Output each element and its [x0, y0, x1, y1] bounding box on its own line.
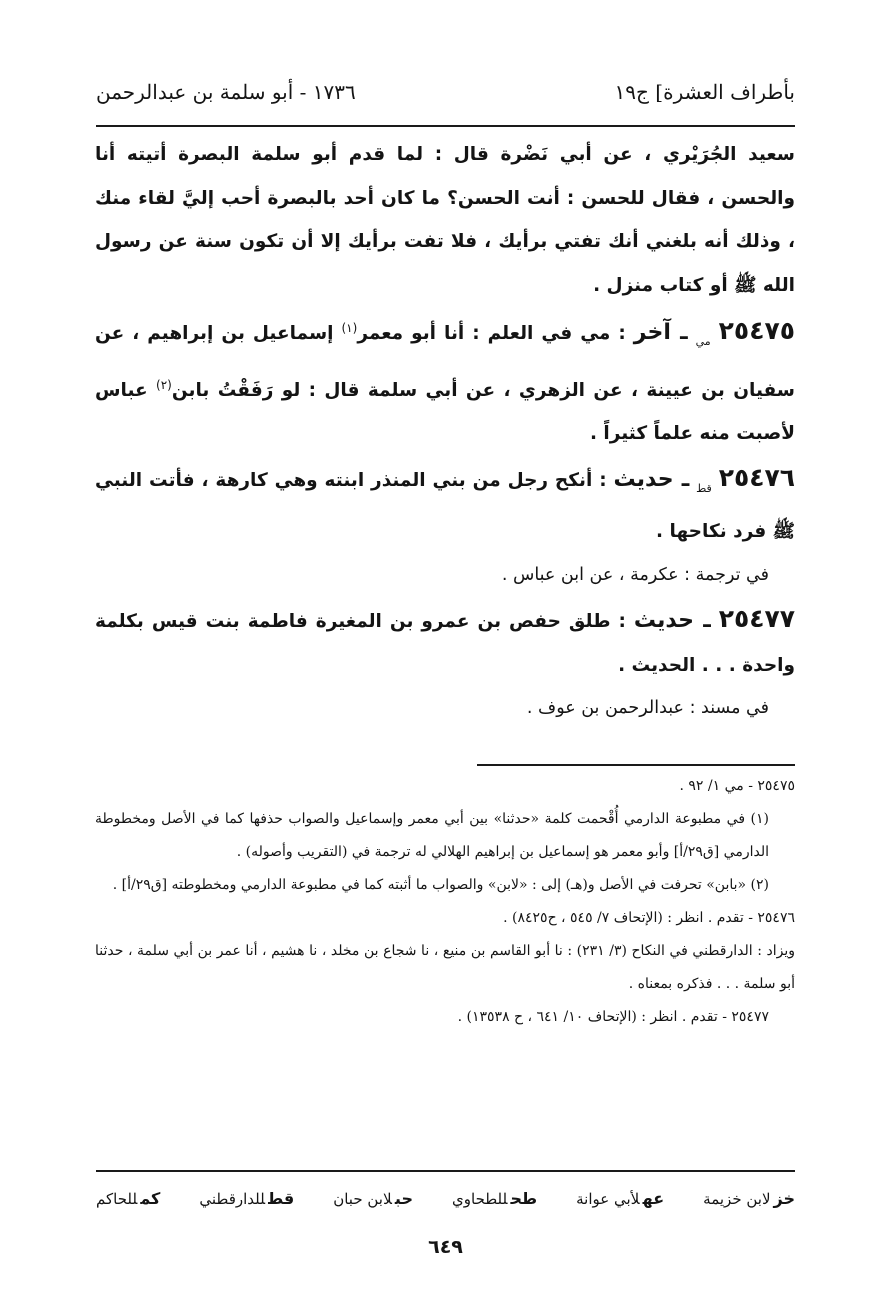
footnote: (١) في مطبوعة الدارمي أُقْحمت كلمة «حدثنا» بين أبي معمر وإسماعيل والصواب حذفها كما في الأصل ومخطوطة الدارمي [ق٢٩/أ] وأبو معمر هو إسماعيل بن إبراهيم الهلالي له ترجمة في (التقريب وأصوله) .: [95, 811, 769, 860]
main-text: [95, 133, 795, 731]
footnote-ref-1: (١): [341, 321, 358, 335]
entry-reference: في مسند : عبدالرحمن بن عوف .: [526, 698, 769, 719]
entry-25477: [95, 597, 795, 687]
header-chapter-title: ١٧٣٦ - أبو سلمة بن عبدالرحمن: [96, 80, 356, 104]
footnote: ويزاد : الدارقطني في النكاح (٣/ ٢٣١) : نا أبو القاسم بن منيع ، نا شجاع بن مخلد ، نا هشيم ، أنا عمر بن أبي سلمة ، حدثنا أبو سلمة . . . فذكره بمعناه .: [95, 943, 795, 992]
continuation-paragraph: سعيد الجُرَيْري ، عن أبي نَضْرة قال : لما قدم أبو سلمة البصرة أتيته أنا والحسن ، فقال للحسن : أنت الحسن؟ ما كان أحد بالبصرة أحب إليَّ لقاء منك ، وذلك أنه بلغني أنك تفتي برأيك ، فلا تفت برأيك إلا أن تكون سنة عن رسول الله ﷺ أو كتاب منزل .: [95, 144, 795, 296]
legend-rule: [96, 1170, 795, 1172]
header-book-title: بأطراف العشرة] ج١٩: [614, 80, 795, 104]
footnote-ref-2: (٢): [156, 377, 172, 392]
entry-text: عباس لأصبت منه علماً كثيراً .: [95, 379, 795, 445]
entry-number: ٢٥٤٧٦: [718, 462, 795, 492]
entry-25476: [95, 456, 795, 554]
abbreviation-item: قطللدارقطني: [199, 1189, 295, 1208]
footnote: ٢٥٤٧٦ - تقدم . انظر : (الإتحاف ٧/ ٥٤٥ ، ح٨٤٢٥) .: [503, 910, 795, 926]
entry-text: : طلق حفص بن عمرو بن المغيرة فاطمة بنت قيس بكلمة واحدة . . . الحديث .: [95, 611, 795, 676]
entry-text: إسماعيل بن إبراهيم ، عن سفيان بن عيينة ، عن الزهري ، عن أبي سلمة قال : لو رَفَقْتُ بابن: [95, 323, 795, 401]
source-mark: مي: [695, 335, 711, 349]
abbreviation-item: حبلابن حبان: [333, 1189, 413, 1208]
abbreviation-legend: [96, 1184, 795, 1214]
footnote: (٢) «بابن» تحرفت في الأصل و(هـ) إلى : «لابن» والصواب ما أثبته كما في مطبوعة الدارمي ومخطوطته [ق٢٩/أ] .: [112, 877, 769, 893]
entry-heading: ـ حديث: [613, 466, 690, 492]
abbreviation-item: كمللحاكم: [96, 1189, 161, 1208]
abbreviation-item: خزلابن خزيمة: [703, 1189, 795, 1208]
entry-number: ٢٥٤٧٧: [718, 604, 795, 634]
running-header: [96, 74, 795, 110]
page-number: ٦٤٩: [428, 1236, 463, 1258]
source-mark: قط: [696, 481, 712, 495]
footnote-separator: [477, 764, 795, 766]
entry-text: : أنكح رجل من بني المنذر ابنته وهي كارهة ، فأتت النبي ﷺ فرد نكاحها .: [95, 469, 795, 543]
footnote: ٢٥٤٧٧ - تقدم . انظر : (الإتحاف ١٠/ ٦٤١ ، ح ١٣٥٣٨) .: [457, 1009, 769, 1025]
header-rule: [96, 125, 795, 127]
entry-25475: [95, 307, 795, 456]
footnotes: [95, 770, 795, 1034]
abbreviation-item: عهلأبي عوانة: [576, 1189, 665, 1208]
entry-heading: ـ حديث: [633, 608, 711, 634]
entry-number: ٢٥٤٧٥: [718, 316, 795, 346]
footnote: ٢٥٤٧٥ - مي ١/ ٩٢ .: [679, 778, 795, 794]
entry-heading: ـ آخر: [633, 320, 688, 346]
abbreviation-item: طحللطحاوي: [452, 1189, 538, 1208]
entry-text: : مي في العلم : أنا أبو معمر: [357, 323, 634, 345]
entry-reference: في ترجمة : عكرمة ، عن ابن عباس .: [501, 564, 769, 585]
